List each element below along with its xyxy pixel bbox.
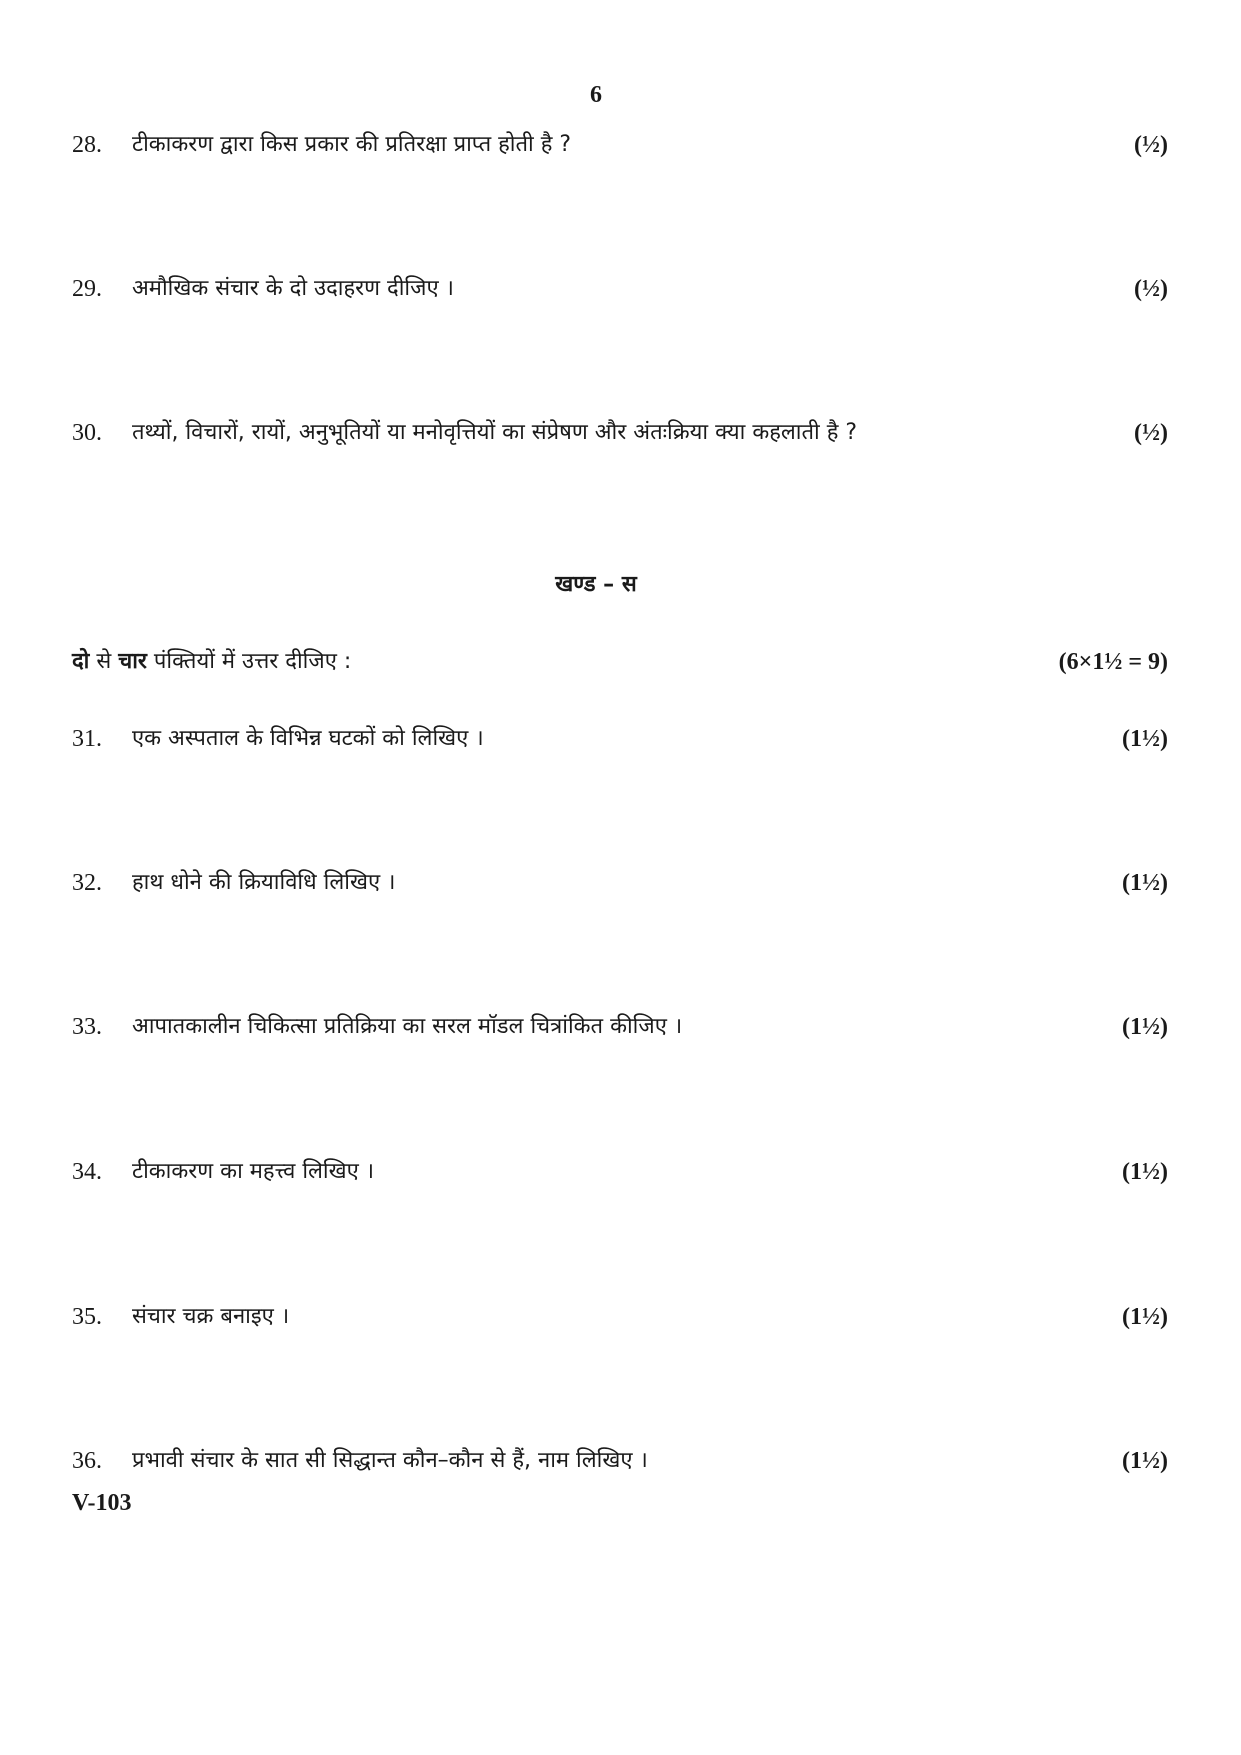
question-text: आपातकालीन चिकित्सा प्रतिक्रिया का सरल मॉडल चित्रांकित कीजिए । <box>132 1014 683 1039</box>
section-title: खण्ड – स <box>555 572 637 597</box>
question-number: 28. <box>72 132 102 158</box>
question-34 <box>72 1155 1168 1191</box>
question-30 <box>72 416 1168 452</box>
instruction-text <box>72 645 351 679</box>
question-text: संचार चक्र बनाइए । <box>132 1304 290 1329</box>
question-29 <box>72 272 1168 308</box>
question-number: 33. <box>72 1014 102 1040</box>
question-text: प्रभावी संचार के सात सी सिद्धान्त कौन–कौन से हैं, नाम लिखिए । <box>132 1448 648 1473</box>
instruction-rest: पंक्तियों में उत्तर दीजिए : <box>146 649 352 674</box>
question-number: 32. <box>72 870 102 896</box>
instruction-bold-four: चार <box>118 649 147 674</box>
question-number: 36. <box>72 1448 102 1474</box>
question-marks: (1½) <box>1122 1304 1168 1330</box>
question-number: 35. <box>72 1304 102 1330</box>
question-28 <box>72 128 1168 164</box>
question-text: हाथ धोने की क्रियाविधि लिखिए । <box>132 870 396 895</box>
question-text: टीकाकरण द्वारा किस प्रकार की प्रतिरक्षा प्राप्त होती है ? <box>132 132 572 157</box>
question-marks: (1½) <box>1122 726 1168 752</box>
question-number: 30. <box>72 420 102 446</box>
question-marks: (1½) <box>1122 1014 1168 1040</box>
section-total-marks: (6×1½ = 9) <box>1058 649 1168 675</box>
question-number: 31. <box>72 726 102 752</box>
question-32 <box>72 866 1168 902</box>
page-number: 6 <box>590 82 602 108</box>
question-marks: (½) <box>1134 276 1168 302</box>
question-36 <box>72 1444 1168 1480</box>
paper-code: V-103 <box>72 1490 132 1516</box>
question-number: 34. <box>72 1159 102 1185</box>
question-number: 29. <box>72 276 102 302</box>
question-marks: (½) <box>1134 132 1168 158</box>
instruction-bold-two: दो <box>72 649 90 674</box>
question-text: तथ्यों, विचारों, रायों, अनुभूतियों या मनोवृत्तियों का संप्रेषण और अंतःक्रिया क्या कहलाती है ? <box>132 420 858 445</box>
section-instruction <box>72 645 1168 681</box>
question-marks: (½) <box>1134 420 1168 446</box>
instruction-connector: से <box>89 649 119 674</box>
question-text: टीकाकरण का महत्त्व लिखिए । <box>132 1159 375 1184</box>
question-33 <box>72 1010 1168 1046</box>
question-35 <box>72 1300 1168 1336</box>
question-marks: (1½) <box>1122 1159 1168 1185</box>
question-marks: (1½) <box>1122 1448 1168 1474</box>
question-text: अमौखिक संचार के दो उदाहरण दीजिए । <box>132 276 454 301</box>
question-marks: (1½) <box>1122 870 1168 896</box>
question-31 <box>72 722 1168 758</box>
question-text: एक अस्पताल के विभिन्न घटकों को लिखिए । <box>132 726 484 751</box>
